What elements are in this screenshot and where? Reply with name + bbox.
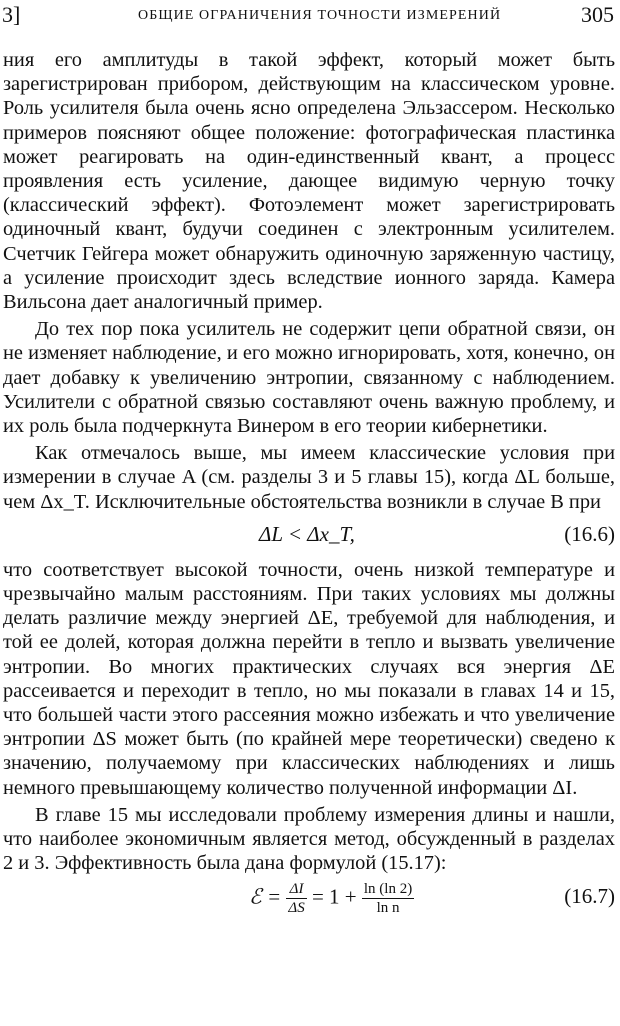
page-number: 305 (581, 2, 614, 27)
running-title: ОБЩИЕ ОГРАНИЧЕНИЯ ТОЧНОСТИ ИЗМЕРЕНИЙ (138, 8, 502, 23)
running-header (0, 2, 618, 32)
equation-middle: = 1 + (311, 883, 357, 908)
equation-16-6-expression: ΔL < Δx_T, (259, 521, 355, 546)
paragraph-4: что соответствует высокой точности, очень низкой температуре и чрезвычайно малым расстояниям. При таких условиях мы должны делать различие между энергией ΔE, требуемой для наблюдения, и той ее долей, которая должна перейти в тепло и вызвать увеличение энтропии. Во многих практических случаях вся энергия ΔE рассеивается и переходит в тепло, но мы показали в главах 14 и 15, что большей части этого рассеяния можно избежать и что увеличение энтропии ΔS может быть (по крайней мере теоретически) сведено к значению, получаемому при классических наблюдениях и лишь немного превышающему количество полученной информации ΔI. (3, 558, 615, 799)
efficiency-symbol: ℰ = (249, 883, 282, 908)
equation-16-7-number: (16.7) (564, 883, 615, 908)
page-body (3, 48, 615, 926)
paragraph-2: До тех пор пока усилитель не содержит цепи обратной связи, он не изменяет наблюдение, и его можно игнорировать, хотя, конечно, он дает добавку к увеличению энтропии, связанному с наблюдением. Усилители с обратной связью составляют очень важную проблему, и их роль была подчеркнута Винером в его теории кибернетики. (3, 318, 615, 438)
equation-16-6-number: (16.6) (564, 521, 615, 546)
paragraph-5: В главе 15 мы исследовали проблему измерения длины и нашли, что наиболее экономичным является метод, обсужденный в разделах 2 и 3. Эффективность была дана формулой (15.17): (3, 803, 615, 875)
fraction-denominator: ΔS (288, 899, 305, 916)
fraction-log (362, 880, 414, 917)
fraction-info-entropy (286, 880, 306, 917)
fraction-numerator: ΔI (286, 880, 306, 899)
log-denominator: ln n (376, 899, 400, 916)
equation-16-6 (3, 516, 615, 556)
section-number: 3] (2, 2, 21, 27)
paragraph-1: ния его амплитуды в такой эффект, который может быть зарегистрирован прибором, действующим на классическом уровне. Роль усилителя была очень ясно определена Эльзассером. Несколько примеров поясняют общее положение: фотографическая пластинка может реагировать на один-единственный квант, а процесс проявления есть усиление, дающее видимую черную точку (классический эффект). Фотоэлемент может зарегистрировать одиночный квант, будучи соединен с электронным усилителем. Счетчик Гейгера может обнаружить одиночную заряженную частицу, а усиление происходит здесь вследствие ионного заряда. Камера Вильсона дает аналогичный пример. (3, 49, 615, 314)
equation-16-7 (3, 878, 615, 924)
log-numerator: ln (ln 2) (363, 880, 413, 897)
paragraph-3: Как отмечалось выше, мы имеем классические условия при измерении в случае A (см. разделы 3 и 5 главы 15), когда ΔL больше, чем Δx_T. Исключительные обстоятельства возникли в случае B при (3, 442, 615, 513)
equation-16-7-expression (249, 880, 414, 917)
